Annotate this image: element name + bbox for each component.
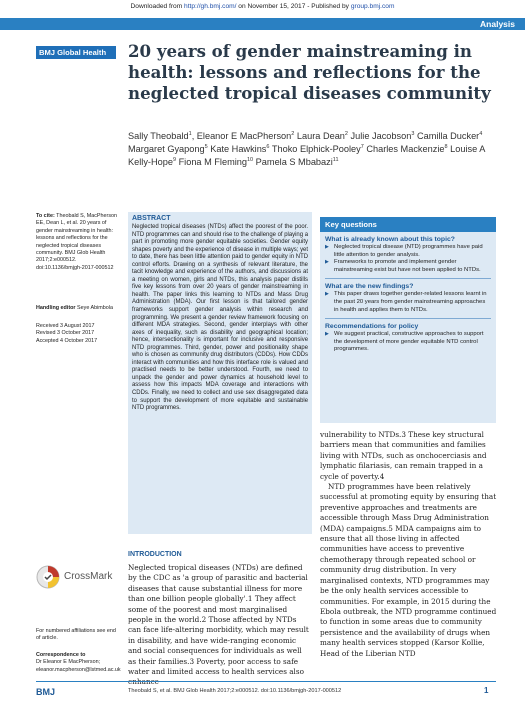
crossmark-icon: [36, 565, 60, 589]
author-name: Camilla Ducker: [416, 131, 480, 141]
triangle-bullet-icon: ▶: [325, 331, 329, 338]
author-affiliation-number: 3: [411, 130, 415, 137]
author-name: Julie Jacobson: [350, 131, 412, 141]
key-questions-title: Key questions: [320, 217, 496, 232]
footer-rule: [36, 681, 496, 682]
triangle-bullet-icon: ▶: [325, 291, 329, 298]
author-affiliation-number: 6: [266, 143, 270, 150]
author-affiliation-number: 8: [444, 143, 448, 150]
key-question-item: [325, 331, 491, 354]
author-affiliation-number: 2: [344, 130, 348, 137]
editor-name: Seye Abimbola: [75, 305, 113, 311]
body-paragraph-2: NTD programmes have been relatively successful at promoting equity by ensuring that preventive approaches and treatments are accessible through Mass Drug Administration (MDA) campaigns.5 MDA campaigns aim to ensure that all those living in affected communities have access to preventive chemotherapy through repeated school or community drug distribution. In very marginalised contexts, NTD programmes may be the only health services accessible to communities. For example, in 2015 during the Ebola outbreak, the NTD programme continued to function in some areas due to community persistence and the availability of drugs when many health services stopped (Karsor Kollie, Head of the Liberian NTD: [320, 482, 497, 658]
abstract-text: Neglected tropical diseases (NTDs) affect the poorest of the poor. NTD programmes can and should rise to the challenge of playing a part in promoting more gender equitable societies. Gender equity shapes poverty and the experience of disease in multiple ways; yet to date, there has been little attention paid to gender equity in NTD control efforts. Drawing on a synthesis of relevant literature, the tacit knowledge and experience of the authors, and discussions at a meeting on women, girls and NTDs, this analysis paper distills five key lessons from over 20 years of gender mainstreaming in health. The paper links this learning to NTDs and Mass Drug Administration (MDA). Our first lesson is that tailored gender frameworks support gender analysis within research and programming. We present a gender review framework focusing on different MDA strategies. Second, gender interplays with other axes of inequality, such as disability and geographical location; hence, intersectionality is important for inclusive and responsive NTD programmes. Third, gender, power and positionality shape who is chosen as community drug distributors (CDDs). How CDDs interact with communities and how this interface role is valued and practised needs to be better understood. Fourth, we need to unpack the gender and power dynamics at household level to assess how this impacts MDA coverage and interactions with CDDs. Finally, we need to collect and use sex disaggregated data to support the development of more equitable and sustainable NTD programmes.: [132, 224, 308, 412]
triangle-bullet-icon: ▶: [325, 244, 329, 250]
key-question-item: [325, 291, 491, 314]
bmj-logo: BMJ: [36, 687, 56, 697]
author-name: Louise A Kelly-Hope: [128, 143, 485, 167]
editor-label: Handling editor: [36, 305, 76, 311]
body-paragraph-1: vulnerability to NTDs.3 These key structural barriers mean that communities and families living with NTDs, such as onchocerciasis and lymphatic filariasis, can remain trapped in a cycle of poverty.4: [320, 430, 487, 481]
key-questions-divider: [325, 318, 491, 319]
handling-editor: [36, 305, 118, 312]
download-notice: [0, 3, 525, 10]
section-label: Analysis: [480, 19, 515, 29]
article-dates: [36, 323, 118, 345]
author-affiliation-number: 10: [246, 156, 254, 163]
key-question-heading: What is already known about this topic?: [325, 236, 455, 243]
correspondence-label: Correspondence to: [36, 652, 86, 658]
abstract-panel: [128, 212, 312, 534]
key-question-section: [320, 283, 496, 314]
author-affiliation-number: 9: [172, 156, 176, 163]
download-url-link[interactable]: http://gh.bmj.com/: [184, 3, 237, 10]
key-question-section: [320, 323, 496, 354]
author-name: Laura Dean: [296, 131, 345, 141]
author-affiliation-number: 11: [332, 156, 339, 163]
key-question-text: This paper draws together gender-related lessons learnt in the past 20 years from gender mainstreaming approaches in health and applies them to NTDs.: [334, 291, 487, 313]
author-name: Margaret Gyapong: [128, 143, 205, 154]
correspondence: [36, 652, 121, 674]
footer-citation: Theobald S, et al. BMJ Glob Health 2017;2:e000512. doi:10.1136/bmjgh-2017-000512: [128, 688, 342, 694]
author-affiliation-number: 2: [291, 130, 295, 137]
author-name: Sally Theobald: [128, 131, 189, 141]
author-name: Fiona M Fleming: [178, 156, 247, 167]
key-question-heading: Recommendations for policy: [325, 323, 419, 331]
body-right-column: [320, 430, 498, 659]
introduction-heading: INTRODUCTION: [128, 551, 182, 558]
affiliations-note: For numbered affiliations see end of article.: [36, 628, 116, 642]
author-name: Charles Mackenzie: [366, 143, 445, 154]
key-question-text: We suggest practical, constructive approaches to support the development of more gender equitable NTD control programmes.: [334, 331, 484, 353]
crossmark-label: CrossMark: [64, 571, 113, 582]
article-title: 20 years of gender mainstreaming in health: lessons and reflections for the neglected tropical diseases community: [128, 41, 491, 103]
author-affiliation-number: 1: [188, 130, 192, 137]
author-name: Kate Hawkins: [210, 143, 267, 154]
key-question-section: [320, 236, 496, 274]
author-affiliation-number: 5: [204, 143, 208, 150]
author-name: Thoko Elphick-Pooley: [271, 143, 361, 154]
revised-date: Revised 3 October 2017: [36, 330, 95, 337]
page-number: 1: [484, 686, 489, 695]
header-bar: [0, 18, 525, 30]
author-list: Sally Theobald$^1$, Eleanor E MacPherson$^2$ Laura Dean$^2$ Julie Jacobson$^3$ Camilla Ducker$^4$ Margaret Gyapong$^5$ Kate Hawkins$^6$ Thoko Elphick-Pooley$^7$ Charles Mackenzie$^8$ Louise A Kelly-Hope$^9$ Fiona M Fleming$^{10}$ Pamela S Mbabazi$^{11}$: [128, 130, 485, 167]
key-question-heading: What are the new findings?: [325, 283, 414, 291]
author-name: Pamela S Mbabazi: [255, 156, 333, 167]
publisher-link[interactable]: group.bmj.com: [350, 3, 395, 10]
key-question-item: [325, 259, 491, 274]
key-questions-divider: [325, 278, 491, 279]
triangle-bullet-icon: ▶: [325, 259, 329, 266]
key-questions-sections: [320, 236, 496, 354]
download-prefix: Downloaded from: [130, 3, 185, 10]
author-name: Eleanor E MacPherson: [196, 131, 292, 141]
crossmark-badge[interactable]: [36, 561, 116, 591]
author-affiliation-number: 4: [479, 130, 483, 137]
key-question-text: Neglected tropical disease (NTD) programmes have paid little attention to gender analysis.: [334, 244, 483, 258]
download-middle: on November 15, 2017 - Published by: [236, 3, 351, 10]
cite-text: Theobald S, MacPherson EE, Dean L, et al. 20 years of gender mainstreaming in health: lessons and reflections for the neglected tropical diseases community. BMJ Glob Health 2017;2:e000512. doi:10.1136/bmjgh-2017-000512: [36, 213, 118, 271]
key-question-item: [325, 244, 491, 259]
key-question-text: Frameworks to promote and implement gender mainstreaming exist but have not been applied to NTDs.: [334, 259, 481, 273]
abstract-heading: ABSTRACT: [132, 215, 171, 222]
author-affiliation-number: 7: [360, 143, 364, 150]
received-date: Received 3 August 2017: [36, 323, 95, 329]
correspondence-text[interactable]: Dr Eleanor E MacPherson; eleanor.macpherson@lstmed.ac.uk: [36, 659, 121, 673]
cite-label: To cite:: [36, 213, 55, 219]
citation-note: [36, 213, 118, 272]
introduction-text: Neglected tropical diseases (NTDs) are defined by the CDC as 'a group of parasitic and bacterial diseases that cause substantial illness for more than one billion people globally'.1 They affect some of the poorest and most marginalised people in the world.2 Those affected by NTDs can face life-altering morbidity, which may result in disability, and have wide-ranging economic and social consequences for individuals as well as their families.3 Poverty, poor access to safe water and limited access to health services also: [128, 563, 309, 677]
key-questions-panel: [320, 217, 496, 423]
journal-brand: BMJ Global Health: [36, 46, 116, 59]
accepted-date: Accepted 4 October 2017: [36, 337, 98, 344]
